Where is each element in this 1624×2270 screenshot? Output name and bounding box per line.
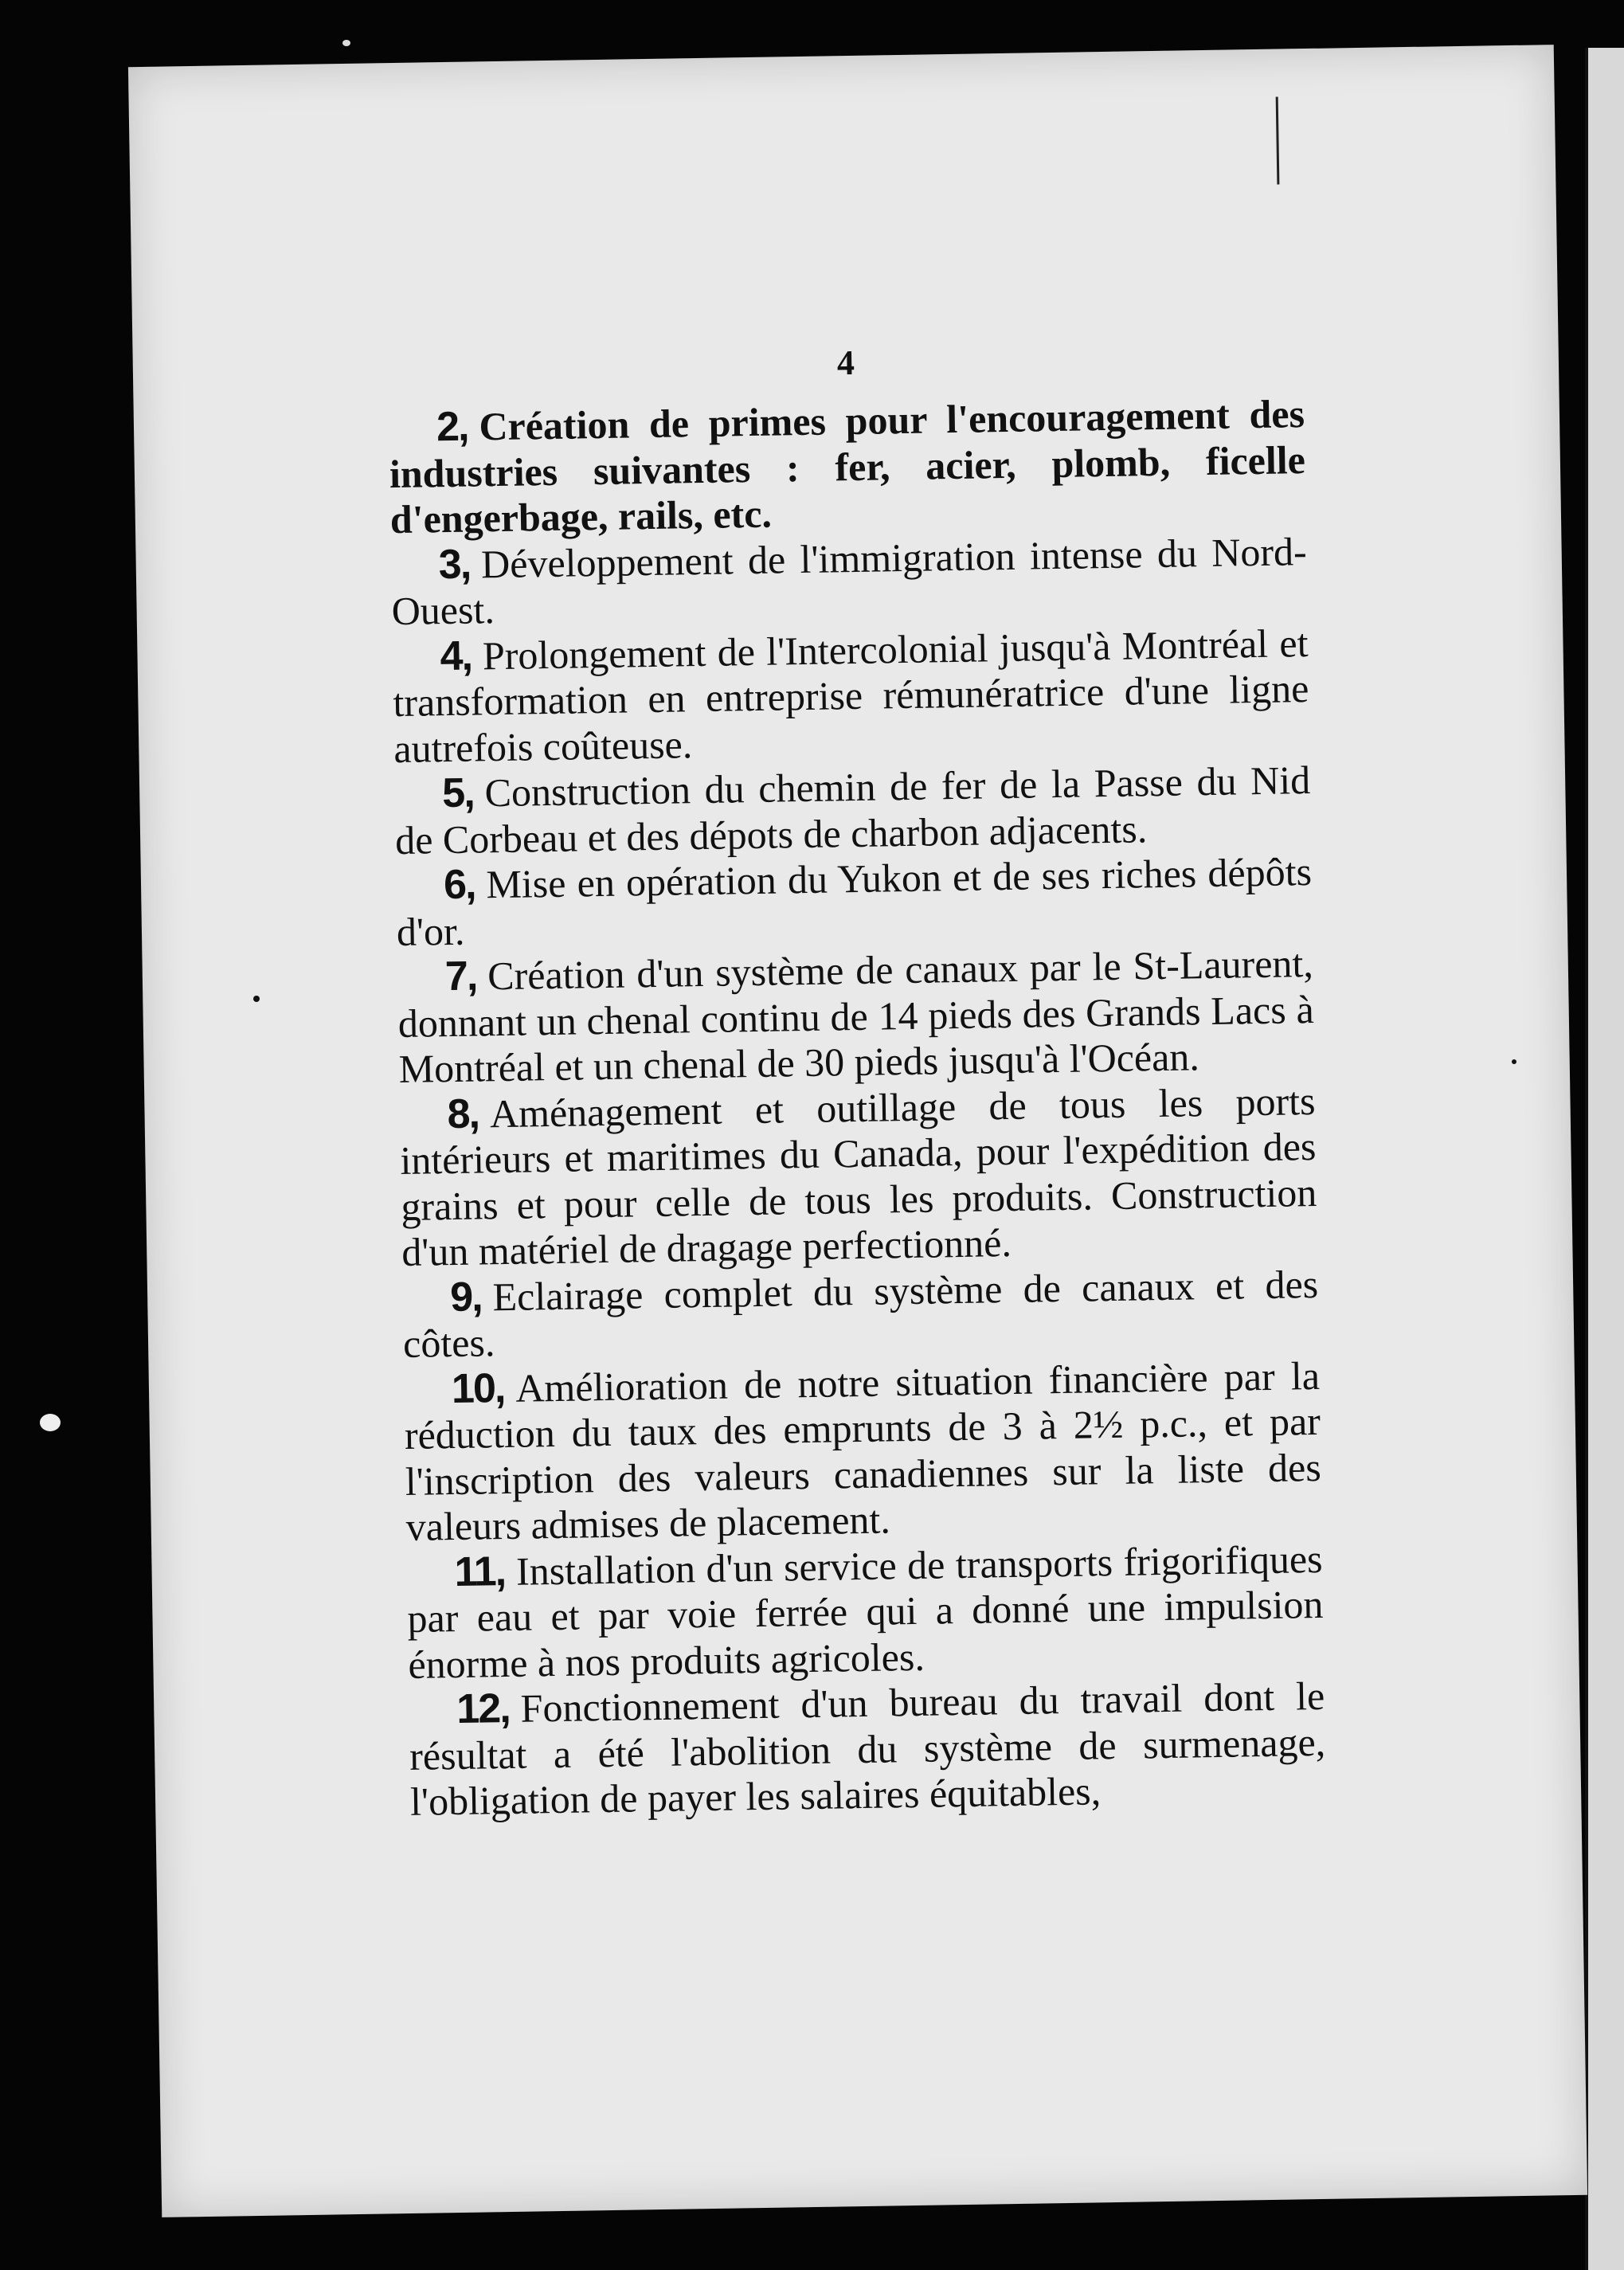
list-item [389, 391, 1307, 543]
item-number: 6, [443, 861, 475, 909]
item-number: 7, [444, 953, 477, 1000]
list-item [390, 529, 1308, 635]
item-number: 11, [454, 1548, 506, 1595]
list-item [406, 1536, 1325, 1688]
item-text: Installation d'un service de transports frigorifiques par eau et par voie ferrée qui a donné une impulsion énorme à nos produits agricoles. [407, 1536, 1324, 1687]
scan-speck [253, 996, 260, 1002]
item-number: 2, [436, 403, 468, 451]
document-page [128, 45, 1587, 2217]
item-text: Aménagement et outillage de tous les ports intérieurs et maritimes du Canada, pour l'expédition des grains et pour celle de tous les produits. Construction d'un matériel de dragage perfectionné. [400, 1078, 1317, 1275]
item-list [389, 391, 1327, 1825]
scan-speck [342, 40, 350, 46]
scan-speck [40, 1414, 61, 1431]
list-item [409, 1673, 1327, 1826]
list-item [404, 1352, 1322, 1550]
item-text: Mise en opération du Yukon et de ses riches dépôts d'or. [396, 849, 1313, 954]
item-text: Création de primes pour l'encouragement des industries suivantes : fer, acier, plomb, ficelle d'engerbage, rails, etc. [389, 391, 1306, 542]
item-text: Création d'un système de canaux par le St-Laurent, donnant un chenal continu de 14 pieds des Grands Lacs à Montréal et un chenal de 30 pieds jusqu'à l'Océan. [397, 940, 1315, 1092]
item-text: Prolongement de l'Intercolonial jusqu'à Montréal et transformation en entreprise rémunératrice d'une ligne autrefois coûteuse. [393, 620, 1309, 771]
item-number: 9, [449, 1273, 483, 1321]
list-item [402, 1261, 1320, 1367]
item-number: 8, [447, 1090, 479, 1137]
scan-speck [1512, 1059, 1516, 1064]
item-text: Fonctionnement d'un bureau du travail dont le résultat a été l'abolition du système de surmenage, l'obligation de payer les salaires équitables, [409, 1673, 1326, 1824]
list-item [397, 941, 1315, 1093]
item-number: 12, [456, 1685, 511, 1732]
list-item [399, 1078, 1317, 1275]
item-number: 5, [441, 769, 475, 817]
adjacent-page-edge [1585, 48, 1624, 2270]
item-number: 4, [440, 632, 472, 679]
list-item [394, 757, 1312, 863]
item-text: Développement de l'immigration intense du Nord-Ouest. [391, 528, 1308, 634]
page-crease [1276, 97, 1280, 185]
item-text: Eclairage complet du système de canaux et des côtes. [402, 1261, 1319, 1366]
item-text: Amélioration de notre situation financière par la réduction du taux des emprunts de 3 à 2½ p.c., et par l'inscription des valeurs canadiennes sur la liste des valeurs admises de placement. [404, 1352, 1322, 1549]
list-item [392, 620, 1310, 773]
item-number: 10, [451, 1364, 505, 1412]
item-number: 3, [438, 541, 471, 588]
page-number: 4 [836, 342, 855, 383]
item-text: Construction du chemin de fer de la Passe du Nid de Corbeau et des dépots de charbon adjacents. [394, 757, 1311, 863]
list-item [396, 849, 1313, 955]
